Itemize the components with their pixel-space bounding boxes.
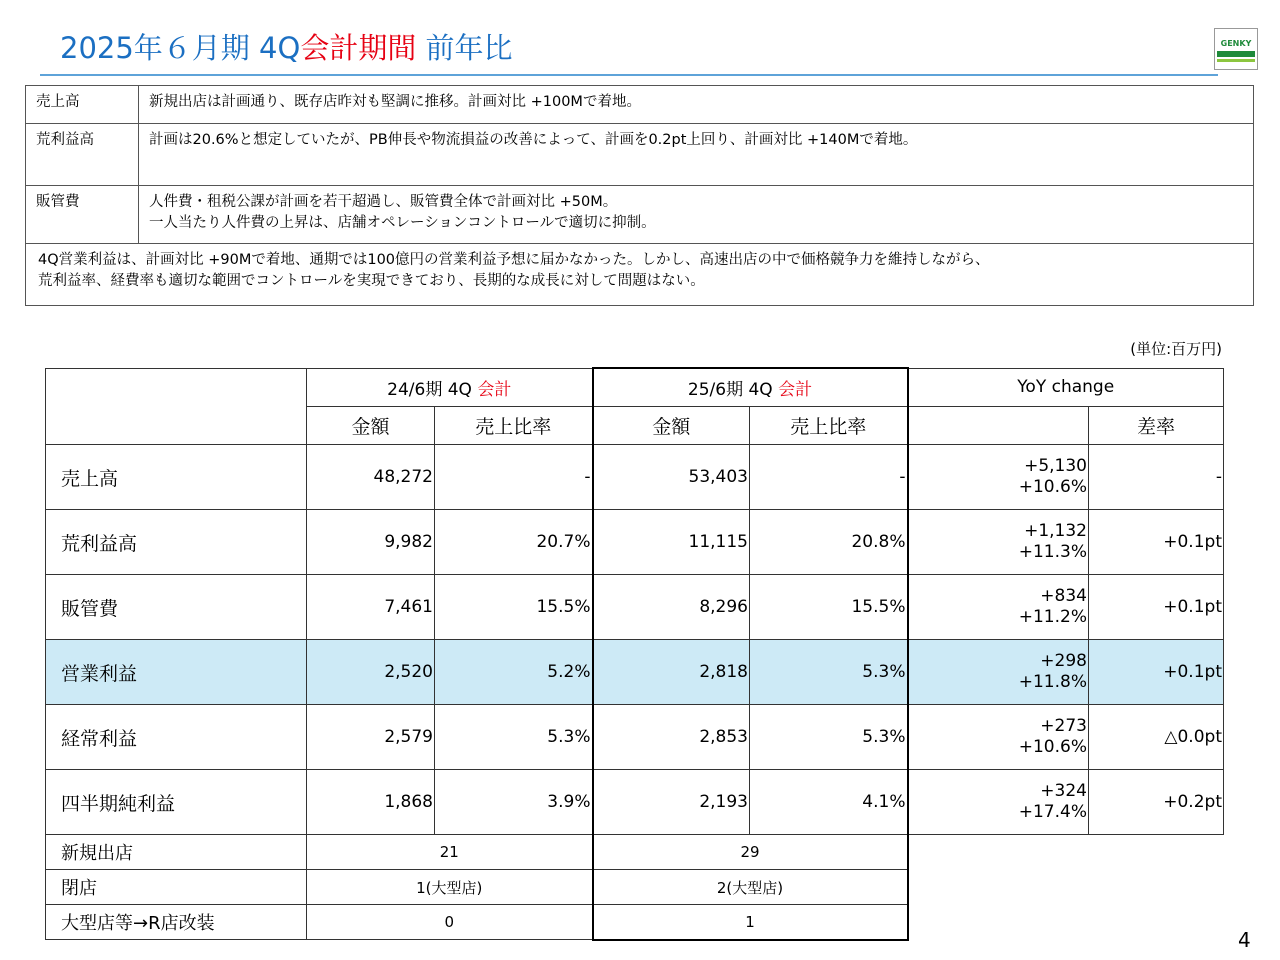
ratio-24: -: [435, 445, 593, 510]
page-title: [60, 28, 513, 68]
store-value-24: 1(大型店): [307, 870, 593, 905]
yoy-amount: +273: [1040, 716, 1087, 736]
store-row: [46, 835, 1224, 870]
ratio-24: 5.2%: [435, 640, 593, 705]
table-row: [46, 510, 1224, 575]
yoy-change: [908, 640, 1089, 705]
ratio-25: 5.3%: [750, 640, 908, 705]
ratio-25: 5.3%: [750, 705, 908, 770]
summary-conclusion: [26, 244, 1254, 306]
store-value-25: 2(大型店): [593, 870, 908, 905]
amount-24: 2,520: [307, 640, 435, 705]
item-header: [46, 368, 307, 445]
yoy-header: YoY change: [908, 368, 1224, 407]
summary-row: [26, 124, 1254, 186]
summary-row: [26, 186, 1254, 244]
yoy-blank-header: [908, 407, 1089, 445]
amount-header: 金額: [593, 407, 750, 445]
diff-rate: +0.1pt: [1089, 640, 1224, 705]
period-24-header: [307, 368, 593, 407]
financial-table: [45, 367, 1224, 941]
period-25-header: [593, 368, 908, 407]
store-item: 新規出店: [46, 835, 307, 870]
row-item: 営業利益: [46, 640, 307, 705]
table-row: [46, 770, 1224, 835]
amount-25: 53,403: [593, 445, 750, 510]
period-25-accent: 会計: [778, 380, 813, 400]
unit-label: (単位:百万円): [1130, 340, 1222, 358]
store-value-25: 29: [593, 835, 908, 870]
summary-line: 一人当たり人件費の上昇は、店舗オペレーションコントロールで適切に抑制。: [149, 215, 656, 231]
summary-text: [139, 186, 1254, 244]
table-row: [46, 575, 1224, 640]
row-item: 売上高: [46, 445, 307, 510]
store-item: 大型店等→R店改装: [46, 905, 307, 940]
title-divider: [40, 74, 1218, 76]
yoy-amount: +298: [1040, 651, 1087, 671]
summary-line: 人件費・租税公課が計画を若干超過し、販管費全体で計画対比 +50M。: [149, 194, 618, 210]
conclusion-line: 荒利益率、経費率も適切な範囲でコントロールを実現できており、長期的な成長に対して問題はない。: [38, 273, 705, 289]
store-row: [46, 870, 1224, 905]
ratio-24: 15.5%: [435, 575, 593, 640]
diff-rate: +0.1pt: [1089, 575, 1224, 640]
amount-25: 2,853: [593, 705, 750, 770]
amount-24: 48,272: [307, 445, 435, 510]
title-part-1: 2025年６月期 4Q: [60, 31, 301, 65]
ratio-header: 売上比率: [435, 407, 593, 445]
summary-text: [139, 86, 1254, 124]
amount-25: 8,296: [593, 575, 750, 640]
conclusion-line: 4Q営業利益は、計画対比 +90Mで着地、通期では100億円の営業利益予想に届かなかった。しかし、高速出店の中で価格競争力を維持しながら、: [38, 252, 990, 268]
ratio-25: 4.1%: [750, 770, 908, 835]
diff-rate: +0.2pt: [1089, 770, 1224, 835]
diff-rate: +0.1pt: [1089, 510, 1224, 575]
row-item: 四半期純利益: [46, 770, 307, 835]
period-24-accent: 会計: [477, 379, 512, 400]
summary-label: 荒利益高: [26, 124, 139, 186]
yoy-change: [908, 575, 1089, 640]
summary-label: 売上高: [26, 86, 139, 124]
genky-logo: [1214, 28, 1258, 70]
summary-conclusion-row: [26, 244, 1254, 306]
summary-line: 計画は20.6%と想定していたが、PB伸長や物流損益の改善によって、計画を0.2pt上回り、計画対比 +140Mで着地。: [149, 132, 918, 148]
amount-25: 2,818: [593, 640, 750, 705]
amount-24: 7,461: [307, 575, 435, 640]
ratio-24: 5.3%: [435, 705, 593, 770]
diff-rate: -: [1089, 445, 1224, 510]
yoy-amount: +834: [1040, 586, 1087, 606]
period-25-label: 25/6期 4Q: [687, 380, 779, 400]
yoy-change: [908, 705, 1089, 770]
yoy-percent: +10.6%: [1018, 477, 1087, 497]
summary-text: [139, 124, 1254, 186]
yoy-percent: +11.2%: [1018, 607, 1087, 627]
store-item: 閉店: [46, 870, 307, 905]
yoy-change: [908, 510, 1089, 575]
logo-bar: [1217, 51, 1255, 57]
yoy-change: [908, 770, 1089, 835]
empty-cell: [908, 870, 1224, 905]
row-item: 経常利益: [46, 705, 307, 770]
yoy-amount: +1,132: [1024, 521, 1087, 541]
amount-25: 11,115: [593, 510, 750, 575]
ratio-24: 3.9%: [435, 770, 593, 835]
empty-cell: [908, 835, 1224, 870]
table-row: [46, 445, 1224, 510]
ratio-header: 売上比率: [750, 407, 908, 445]
amount-24: 1,868: [307, 770, 435, 835]
amount-25: 2,193: [593, 770, 750, 835]
store-value-24: 21: [307, 835, 593, 870]
amount-24: 9,982: [307, 510, 435, 575]
ratio-25: 20.8%: [750, 510, 908, 575]
row-item: 荒利益高: [46, 510, 307, 575]
yoy-amount: +324: [1040, 781, 1087, 801]
store-row: [46, 905, 1224, 940]
summary-line: 新規出店は計画通り、既存店昨対も堅調に推移。計画対比 +100Mで着地。: [149, 94, 641, 110]
row-item: 販管費: [46, 575, 307, 640]
diff-header: 差率: [1089, 407, 1224, 445]
store-value-24: 0: [307, 905, 593, 940]
yoy-amount: +5,130: [1024, 456, 1087, 476]
period-24-label: 24/6期 4Q: [387, 379, 478, 400]
yoy-change: [908, 445, 1089, 510]
title-part-2: 会計期間: [300, 31, 417, 65]
summary-label: 販管費: [26, 186, 139, 244]
logo-bar-accent: [1217, 59, 1255, 62]
diff-rate: △0.0pt: [1089, 705, 1224, 770]
summary-row: [26, 86, 1254, 124]
logo-text: GENKY: [1220, 39, 1252, 48]
amount-header: 金額: [307, 407, 435, 445]
yoy-percent: +17.4%: [1018, 802, 1087, 822]
ratio-25: 15.5%: [750, 575, 908, 640]
page-number: 4: [1238, 928, 1251, 952]
amount-24: 2,579: [307, 705, 435, 770]
summary-table: [25, 85, 1254, 306]
table-row: [46, 705, 1224, 770]
title-part-3: 前年比: [416, 31, 513, 65]
ratio-24: 20.7%: [435, 510, 593, 575]
empty-cell: [908, 905, 1224, 940]
yoy-percent: +10.6%: [1018, 737, 1087, 757]
period-header-row: [46, 368, 1224, 407]
ratio-25: -: [750, 445, 908, 510]
table-row-highlighted: [46, 640, 1224, 705]
yoy-percent: +11.3%: [1018, 542, 1087, 562]
store-value-25: 1: [593, 905, 908, 940]
yoy-percent: +11.8%: [1018, 672, 1087, 692]
